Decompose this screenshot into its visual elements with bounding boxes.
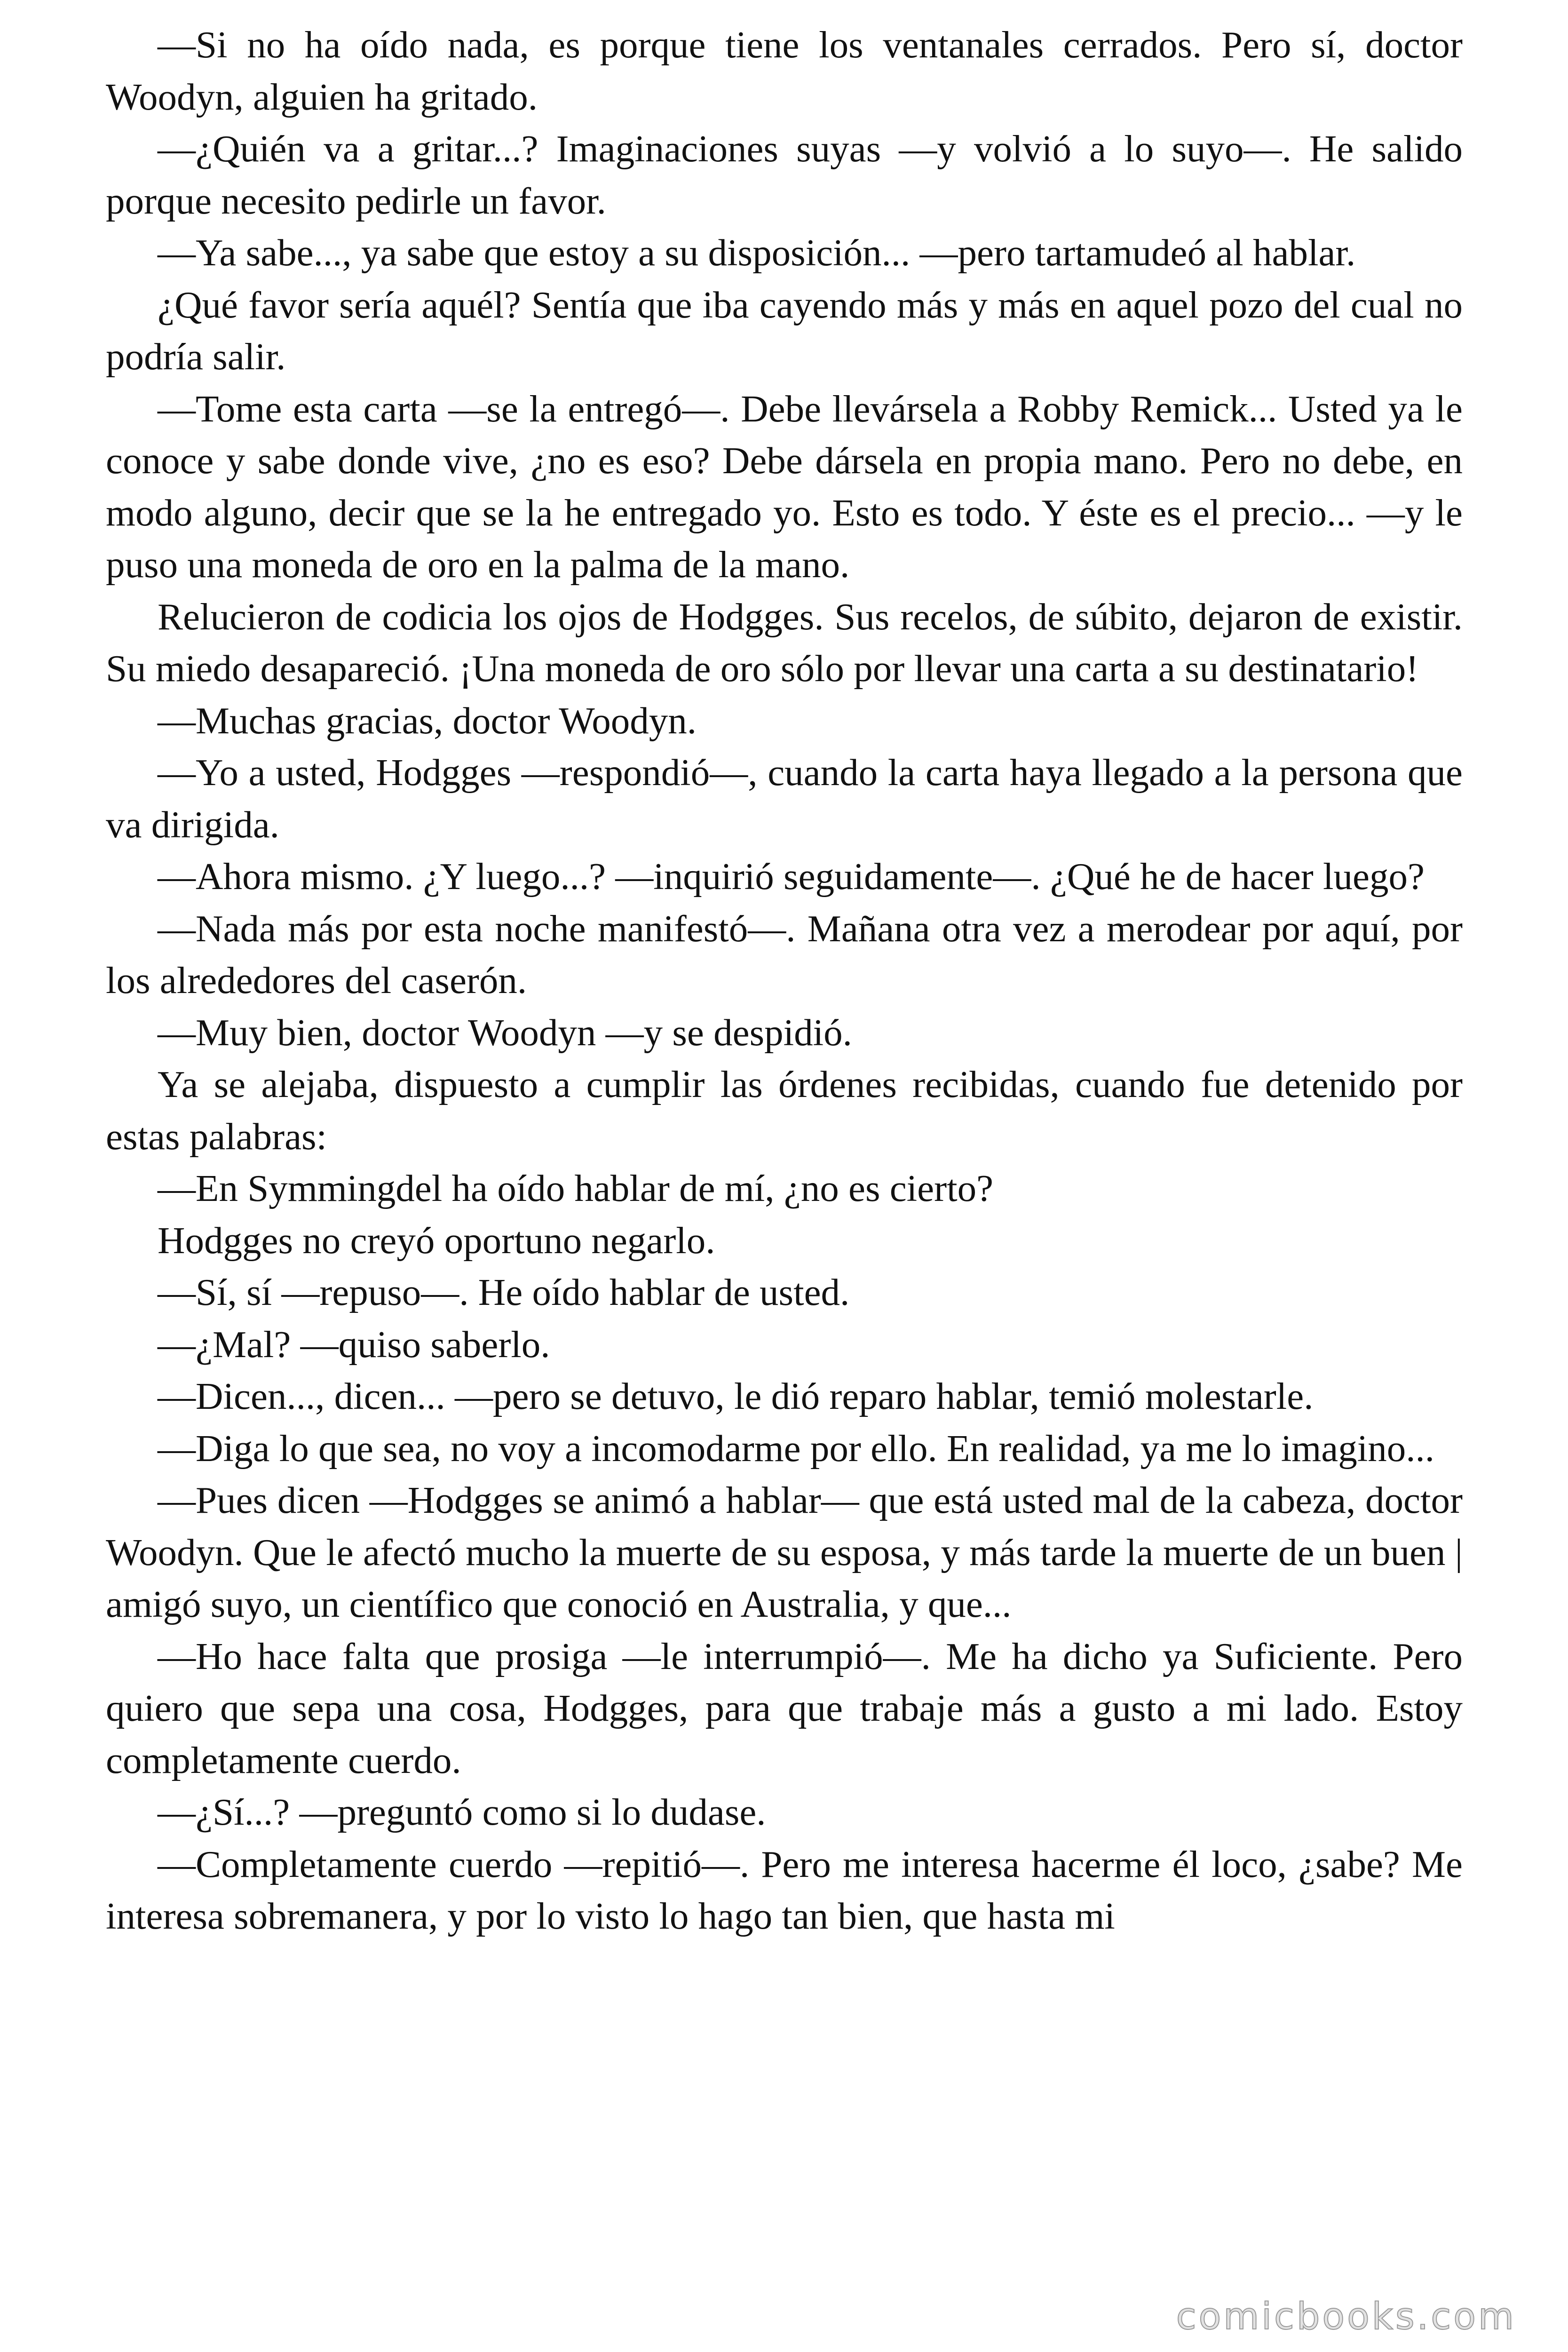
paragraph: —Diga lo que sea, no voy a incomodarme por ello. En realidad, ya me lo imagino... <box>158 1427 1435 1470</box>
paragraph: Ya se alejaba, dispuesto a cumplir las órdenes recibidas, cuando fue detenido por estas palabras: <box>106 1063 1463 1158</box>
page-text <box>106 19 1463 1942</box>
watermark: comicbooks.com <box>1176 2296 1516 2338</box>
paragraph: —Sí, sí —repuso—. He oído hablar de usted. <box>158 1271 850 1313</box>
paragraph: —Nada más por esta noche manifestó—. Mañana otra vez a merodear por aquí, por los alrededores del caserón. <box>106 907 1463 1001</box>
paragraph: —Si no ha oído nada, es porque tiene los ventanales cerrados. Pero sí, doctor Woodyn, alguien ha gritado. <box>106 24 1463 118</box>
paragraph: —Yo a usted, Hodgges —respondió—, cuando la carta haya llegado a la persona que va dirigida. <box>106 751 1463 846</box>
paragraph: —En Symmingdel ha oído hablar de mí, ¿no es cierto? <box>158 1167 994 1209</box>
paragraph: Relucieron de codicia los ojos de Hodgges. Sus recelos, de súbito, dejaron de existir. Su miedo desapareció. ¡Una moneda de oro sólo por llevar una carta a su destinatario! <box>106 595 1463 690</box>
paragraph: —Completamente cuerdo —repitió—. Pero me interesa hacerme él loco, ¿sabe? Me interesa sobremanera, y por lo visto lo hago tan bien, que hasta mi <box>106 1843 1463 1937</box>
paragraph: —Muy bien, doctor Woodyn —y se despidió. <box>158 1011 852 1054</box>
paragraph: —¿Mal? —quiso saberlo. <box>158 1323 550 1366</box>
paragraph: —Ahora mismo. ¿Y luego...? —inquirió seguidamente—. ¿Qué he de hacer luego? <box>158 855 1425 898</box>
paragraph: —Tome esta carta —se la entregó—. Debe llevársela a Robby Remick... Usted ya le conoce y sabe donde vive, ¿no es eso? Debe dársela en propia mano. Pero no debe, en modo alguno, decir que se la he entregado yo. Esto es todo. Y éste es el precio... —y le puso una moneda de oro en la palma de la mano. <box>106 387 1463 586</box>
paragraph: —Ya sabe..., ya sabe que estoy a su disposición... —pero tartamudeó al hablar. <box>158 231 1356 274</box>
paragraph: —Pues dicen —Hodgges se animó a hablar— que está usted mal de la cabeza, doctor Woodyn. Que le afectó mucho la muerte de su esposa, y más tarde la muerte de un buen | amigó suyo, un científico que conoció en Australia, y que... <box>106 1479 1463 1625</box>
paragraph: —¿Quién va a gritar...? Imaginaciones suyas —y volvió a lo suyo—. He salido porque necesito pedirle un favor. <box>106 127 1463 222</box>
paragraph: —¿Sí...? —preguntó como si lo dudase. <box>158 1791 766 1833</box>
paragraph: ¿Qué favor sería aquél? Sentía que iba cayendo más y más en aquel pozo del cual no podría salir. <box>106 283 1463 378</box>
paragraph: —Dicen..., dicen... —pero se detuvo, le dió reparo hablar, temió molestarle. <box>158 1375 1314 1417</box>
paragraph: —Ho hace falta que prosiga —le interrumpió—. Me ha dicho ya Suficiente. Pero quiero que sepa una cosa, Hodgges, para que trabaje más a gusto a mi lado. Estoy completamente cuerdo. <box>106 1635 1463 1781</box>
paragraph: —Muchas gracias, doctor Woodyn. <box>158 699 697 742</box>
paragraph: Hodgges no creyó oportuno negarlo. <box>158 1219 715 1262</box>
